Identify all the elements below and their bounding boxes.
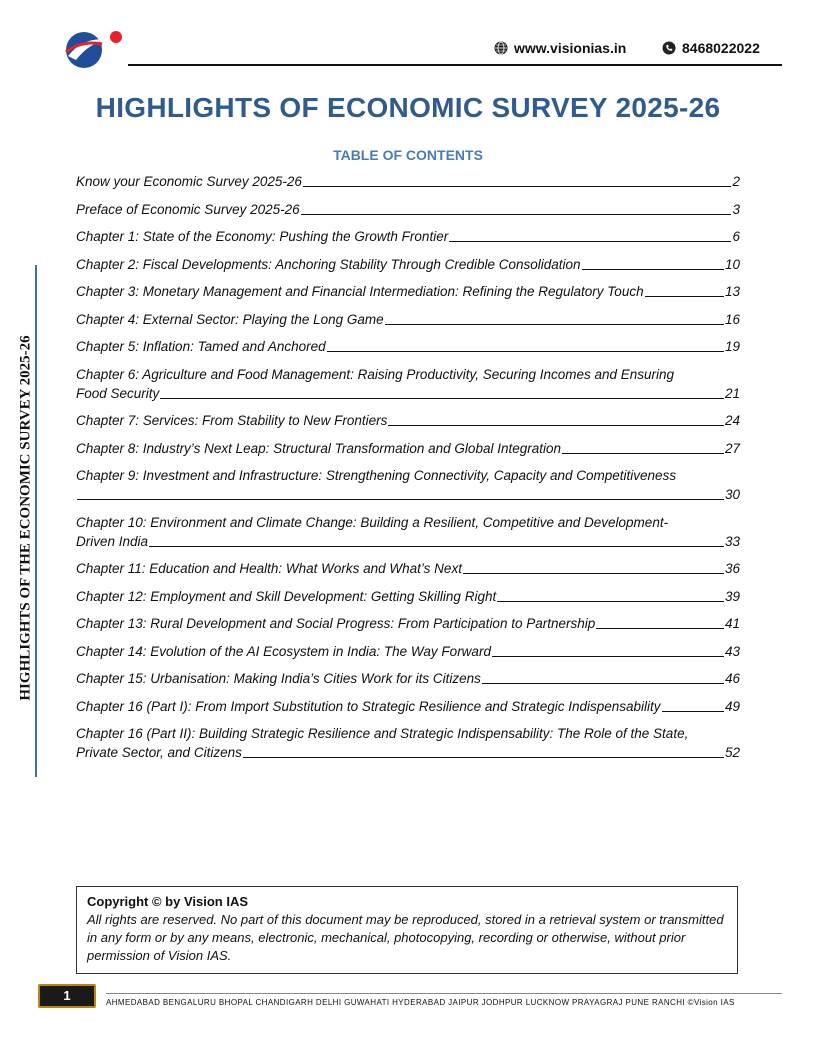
toc-leader (492, 656, 724, 657)
toc-entry[interactable] (76, 200, 740, 219)
toc-page-number: 13 (724, 284, 740, 299)
toc-entry[interactable] (76, 614, 740, 633)
toc-entry[interactable] (76, 559, 740, 578)
toc-page-number: 27 (724, 440, 740, 456)
toc-entry[interactable] (76, 365, 740, 403)
toc-page-number: 3 (732, 201, 740, 217)
toc-leader (243, 757, 724, 758)
toc-page-number: 19 (724, 339, 740, 354)
toc-entry[interactable] (76, 669, 740, 688)
toc-entry-title: Chapter 8: Industry’s Next Leap: Structural Transformation and Global Integration (76, 440, 562, 456)
toc-leader (662, 711, 724, 712)
toc-leader (77, 499, 724, 500)
toc-page-number: 36 (724, 561, 740, 576)
footer-cities: AHMEDABAD BENGALURU BHOPAL CHANDIGARH DELHI GUWAHATI HYDERABAD JAIPUR JODHPUR LUCKNOW PRAYAGRAJ PUNE RANCHI ©Vision IAS (106, 998, 735, 1007)
toc-entry[interactable] (76, 172, 740, 191)
side-banner-text: HIGHLIGHTS OF THE ECONOMIC SURVEY 2025-26 (17, 335, 34, 701)
toc-leader (327, 351, 724, 352)
toc-leader (497, 601, 724, 602)
toc-leader (388, 425, 724, 426)
toc-leader (596, 628, 724, 629)
toc-entry-title: Chapter 12: Employment and Skill Development: Getting Skilling Right (76, 588, 497, 604)
table-of-contents (76, 172, 740, 771)
toc-entry[interactable] (76, 310, 740, 329)
toc-entry-title: Preface of Economic Survey 2025-26 (76, 201, 300, 217)
toc-entry-title-line1: Chapter 16 (Part II): Building Strategic Resilience and Strategic Indispensability: The Role of the State, (76, 726, 689, 741)
toc-entry[interactable] (76, 587, 740, 606)
toc-leader (482, 683, 724, 684)
globe-icon (494, 41, 508, 55)
phone-text: 8468022022 (682, 40, 760, 56)
toc-entry-title: Chapter 2: Fiscal Developments: Anchoring Stability Through Credible Consolidation (76, 256, 581, 272)
toc-entry[interactable] (76, 642, 740, 661)
toc-entry-title: Chapter 11: Education and Health: What Works and What’s Next (76, 561, 462, 576)
toc-page-number: 41 (724, 616, 740, 631)
toc-entry-title: Chapter 13: Rural Development and Social Progress: From Participation to Partnership (76, 616, 596, 631)
toc-leader (562, 453, 724, 454)
toc-entry-title: Chapter 5: Inflation: Tamed and Anchored (76, 339, 326, 354)
toc-entry-title-line1: Chapter 10: Environment and Climate Change: Building a Resilient, Competitive and Development- (76, 514, 669, 530)
toc-page-number: 43 (724, 643, 740, 659)
toc-leader (645, 296, 724, 297)
toc-page-number: 33 (724, 533, 740, 549)
toc-entry-title: Chapter 1: State of the Economy: Pushing the Growth Frontier (76, 229, 449, 244)
toc-page-number: 10 (724, 256, 740, 272)
toc-entry[interactable] (76, 466, 740, 504)
phone-icon (662, 41, 676, 55)
toc-entry-title: Chapter 3: Monetary Management and Financial Intermediation: Refining the Regulatory Touch (76, 284, 644, 299)
toc-entry-title: Know your Economic Survey 2025-26 (76, 174, 302, 189)
toc-entry-title: Private Sector, and Citizens (76, 745, 242, 760)
toc-entry[interactable] (76, 255, 740, 274)
toc-page-number: 6 (732, 229, 740, 244)
website-contact[interactable] (494, 40, 626, 56)
toc-leader (301, 214, 732, 215)
toc-entry[interactable] (76, 411, 740, 430)
page-number: 1 (38, 984, 96, 1008)
toc-page-number: 21 (724, 385, 740, 401)
toc-page-number: 46 (724, 671, 740, 686)
toc-page-number: 24 (724, 413, 740, 428)
toc-page-number: 2 (732, 174, 740, 189)
page-title: HIGHLIGHTS OF ECONOMIC SURVEY 2025-26 (95, 92, 721, 123)
header-divider (128, 64, 782, 66)
toc-leader (303, 186, 732, 187)
toc-page-number: 16 (724, 311, 740, 327)
toc-leader (385, 324, 724, 325)
toc-entry[interactable] (76, 439, 740, 458)
toc-page-number: 52 (724, 745, 740, 760)
toc-entry[interactable] (76, 227, 740, 246)
toc-entry[interactable] (76, 724, 740, 762)
copyright-heading: Copyright © by Vision IAS (87, 894, 249, 909)
toc-leader (582, 269, 724, 270)
toc-entry-title: Chapter 7: Services: From Stability to New Frontiers (76, 413, 388, 428)
toc-entry-title: Chapter 14: Evolution of the AI Ecosystem in India: The Way Forward (76, 643, 491, 659)
toc-entry[interactable] (76, 513, 740, 551)
copyright-body: All rights are reserved. No part of this document may be reproduced, stored in a retrieval system or transmitted in any form or by any means, electronic, mechanical, photocopying, recording or otherwise, without prior permission of Vision IAS. (87, 912, 724, 963)
copyright-notice (76, 886, 738, 974)
toc-entry-title: Chapter 4: External Sector: Playing the Long Game (76, 311, 384, 327)
toc-entry-title-line1: Chapter 6: Agriculture and Food Management: Raising Productivity, Securing Incomes and Ensuring (76, 366, 675, 382)
toc-entry-title: Chapter 16 (Part I): From Import Substitution to Strategic Resilience and Strategic Indispensability (76, 698, 661, 714)
toc-leader (160, 398, 724, 399)
toc-leader (149, 546, 724, 547)
toc-entry[interactable] (76, 282, 740, 301)
toc-leader (463, 573, 724, 574)
toc-entry[interactable] (76, 337, 740, 356)
toc-page-number: 49 (724, 698, 740, 714)
toc-heading: TABLE OF CONTENTS (333, 147, 483, 163)
phone-contact[interactable] (662, 40, 760, 56)
page-footer (38, 984, 782, 1008)
side-accent-line (35, 265, 37, 777)
website-text: www.visionias.in (514, 40, 627, 56)
toc-entry-title-line1: Chapter 9: Investment and Infrastructure: Strengthening Connectivity, Capacity and Competitiveness (76, 468, 677, 483)
toc-entry[interactable] (76, 697, 740, 716)
toc-entry-title: Food Security (76, 385, 160, 401)
toc-leader (449, 241, 731, 242)
toc-page-number: 39 (724, 588, 740, 604)
footer-divider (106, 993, 782, 994)
toc-page-number: 30 (724, 487, 740, 502)
toc-entry-title: Driven India (76, 533, 149, 549)
vision-ias-logo (62, 26, 126, 70)
toc-entry-title: Chapter 15: Urbanisation: Making India’s Cities Work for its Citizens (76, 671, 481, 686)
